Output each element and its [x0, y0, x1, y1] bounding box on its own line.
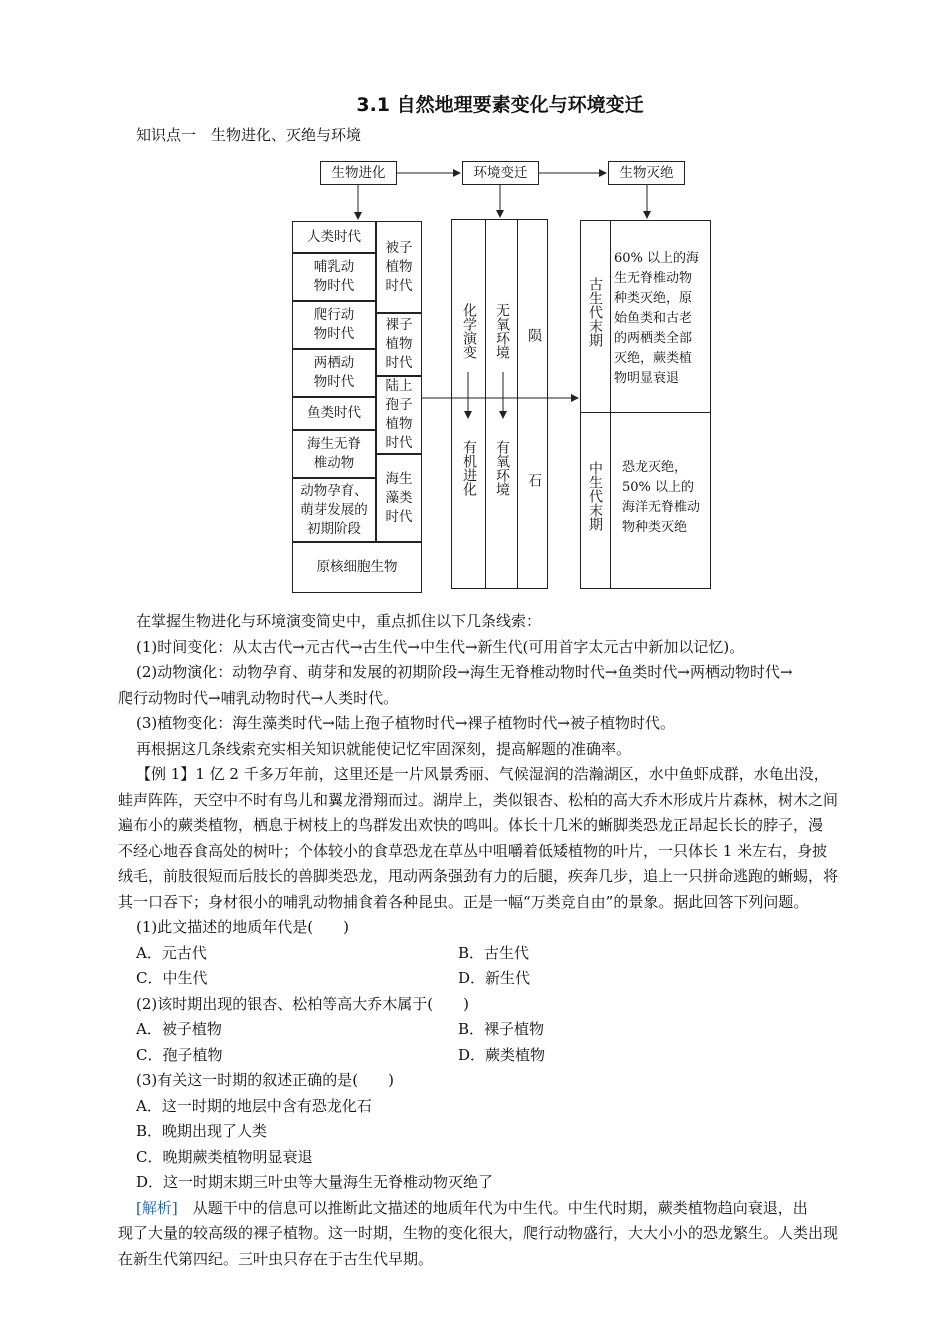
extinction-mesozoic-desc: 恐龙灭绝，50% 以上的海洋无脊椎动物种类灭绝: [622, 460, 701, 535]
q1-options-row1: [118, 941, 858, 967]
clue-animal-2: 爬行动物时代→哺乳动物时代→人类时代。: [118, 688, 399, 707]
animal-era-early-stage: 动物孕育、萌芽发展的初期阶段: [292, 478, 376, 542]
analysis-label: [解析]: [136, 1198, 178, 1217]
extinction-paleozoic-desc: 60% 以上的海生无脊椎动物种类灭绝，原始鱼类和古老的两栖类全部灭绝，蕨类植物明显衰退: [614, 251, 700, 386]
q1-option-a: A．元古代: [136, 943, 207, 962]
section-heading: 知识点一 生物进化、灭绝与环境: [136, 126, 362, 144]
q1-option-b: B．古生代: [458, 943, 530, 962]
animal-era-reptile: 爬行动物时代: [292, 301, 376, 349]
example-line-5: 绒毛，前肢很短而后肢长的兽脚类恐龙，甩动两条强劲有力的后腿，疾奔几步，追上一只拼命逃跑的蜥蜴，将: [118, 867, 839, 885]
top-box-evolution: 生物进化: [320, 161, 397, 185]
q1-option-d: D．新生代: [458, 969, 531, 987]
example-label: 【例 1】: [136, 765, 196, 783]
analysis-text-1: 从题干中的信息可以推断此文描述的地质年代为中生代。中生代时期，蕨类植物趋向衰退，出: [192, 1198, 808, 1217]
top-box-extinction: 生物灭绝: [608, 161, 685, 185]
question-3: (3)有关这一时期的叙述正确的是( ): [136, 1071, 394, 1089]
env-oxic: 有氧环境: [494, 440, 510, 496]
env-organic-evolution: 有机进化: [461, 440, 477, 496]
env-meteorite-1: 陨: [526, 328, 542, 342]
q2-option-b: B．裸子植物: [458, 1020, 545, 1038]
analysis-line-2: 现了大量的较高级的裸子植物。这一时期，生物的变化很大，爬行动物盛行，大大小小的恐龙繁生。人类出现: [118, 1224, 839, 1242]
animal-era-human: 人类时代: [292, 221, 376, 253]
q3-option-c: C．晚期蕨类植物明显衰退: [136, 1147, 313, 1166]
extinction-era-mesozoic: 中生代末期: [587, 461, 603, 531]
analysis-line-3: 在新生代第四纪。三叶虫只存在于古生代早期。: [118, 1249, 434, 1268]
q3-option-d: D．这一时期末期三叶虫等大量海生无脊椎动物灭绝了: [136, 1173, 494, 1191]
env-anoxic: 无氧环境: [494, 303, 510, 359]
q2-options-row1: [118, 1017, 858, 1043]
animal-era-marine-invertebrate: 海生无脊椎动物: [292, 430, 376, 478]
intro-paragraph: 在掌握生物进化与环境演变简史中，重点抓住以下几条线索：: [136, 612, 542, 630]
plant-era-angiosperm: 被子植物时代: [376, 221, 422, 313]
q1-options-row2: [118, 966, 858, 992]
example-line-3: 遍布小的蕨类植物，栖息于树枝上的鸟群发出欢快的鸣叫。体长十几米的蜥脚类恐龙正昂起长长的脖子，漫: [118, 816, 824, 834]
example-line-1: [118, 762, 858, 788]
analysis-line-1: [118, 1196, 858, 1222]
example-line-2: 蛙声阵阵，天空中不时有鸟儿和翼龙滑翔而过。湖岸上，类似银杏、松柏的高大乔木形成片片森林，树木之间: [118, 790, 839, 809]
animal-era-prokaryote: 原核细胞生物: [292, 542, 422, 593]
clue-time: (1)时间变化：从太古代→元古代→古生代→中生代→新生代(可用首字太元古中新加以记忆)。: [136, 637, 745, 656]
q2-options-row2: [118, 1043, 858, 1069]
env-meteorite-2: 石: [526, 473, 542, 487]
question-1: (1)此文描述的地质年代是( ): [136, 918, 349, 936]
q1-option-c: C．中生代: [136, 969, 208, 987]
animal-era-fish: 鱼类时代: [292, 397, 376, 430]
top-box-environment: 环境变迁: [462, 161, 539, 185]
clue-animal-1: (2)动物演化：动物孕育、萌芽和发展的初期阶段→海生无脊椎动物时代→鱼类时代→两栖动物时代→: [136, 663, 793, 681]
q3-option-a: A．这一时期的地层中含有恐龙化石: [136, 1096, 372, 1115]
example-line-4: 不经心地吞食高处的树叶；个体较小的食草恐龙在草丛中咀嚼着低矮植物的叶片，一只体长 1 米左右，身披: [118, 841, 828, 860]
question-2: (2)该时期出现的银杏、松柏等高大乔木属于( ): [136, 994, 469, 1013]
plant-era-gymnosperm: 裸子植物时代: [376, 313, 422, 376]
animal-era-amphibian: 两栖动物时代: [292, 349, 376, 397]
example-text-1: 1 亿 2 千多万年前，这里还是一片风景秀丽、气候湿润的浩瀚湖区，水中鱼虾成群，水龟出没，: [195, 765, 829, 783]
clue-plant: (3)植物变化：海生藻类时代→陆上孢子植物时代→裸子植物时代→被子植物时代。: [136, 714, 675, 732]
example-line-6: 其一口吞下；身材很小的哺乳动物捕食着各种昆虫。正是一幅“万类竞自由”的景象。据此回答下列问题。: [118, 892, 809, 911]
body-text: [118, 609, 858, 1272]
plant-era-algae: 海生藻类时代: [376, 454, 422, 542]
q2-option-a: A．被子植物: [136, 1020, 222, 1038]
q3-option-b: B．晚期出现了人类: [136, 1122, 268, 1140]
env-chemical-evolution: 化学演变: [461, 303, 477, 359]
animal-era-mammal: 哺乳动物时代: [292, 253, 376, 301]
extinction-era-paleozoic: 古生代末期: [587, 277, 603, 347]
summary-paragraph: 再根据这几条线索充实相关知识就能使记忆牢固深刻，提高解题的准确率。: [136, 739, 632, 758]
page-title: 3.1 自然地理要素变化与环境变迁: [356, 94, 644, 116]
diagram-arrows: [0, 0, 950, 620]
q2-option-c: C．孢子植物: [136, 1045, 223, 1064]
q2-option-d: D．蕨类植物: [458, 1045, 546, 1064]
plant-era-spore: 陆上孢子植物时代: [376, 376, 422, 454]
